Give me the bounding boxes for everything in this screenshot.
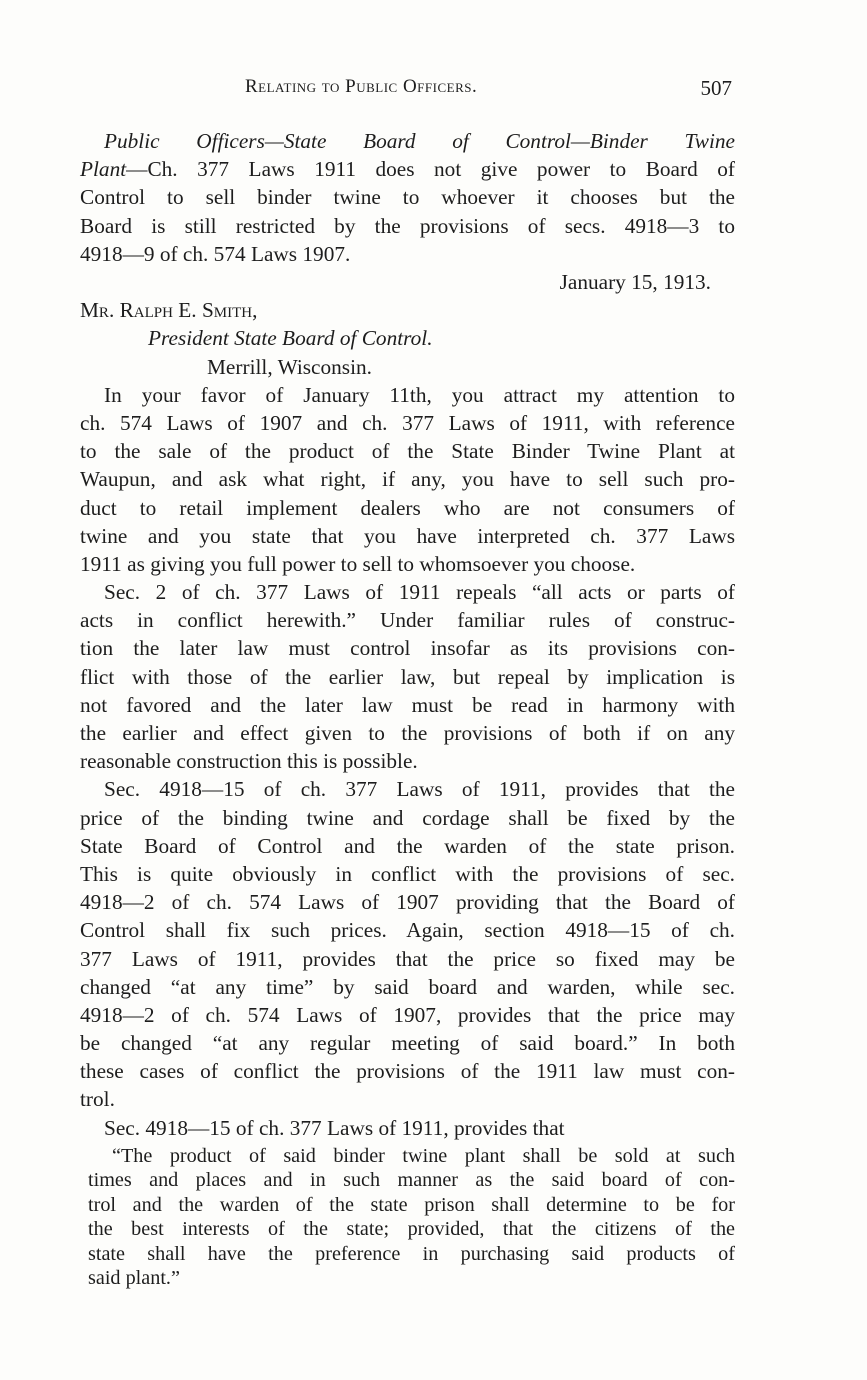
text-line: In your favor of January 11th, you attract my attention to [104, 382, 735, 407]
headnote-line: 4918—9 of ch. 574 Laws 1907. [80, 241, 351, 266]
text-line: acts in conflict herewith.” Under familiar rules of construc- [80, 608, 735, 633]
text-line: flict with those of the earlier law, but repeal by implication is [80, 664, 735, 689]
headnote [80, 127, 735, 268]
text-line: 1911 as giving you full power to sell to whomsoever you choose. [80, 551, 636, 576]
quote-line: trol and the warden of the state prison shall determine to be for [88, 1193, 735, 1216]
text-line: This is quite obviously in conflict with the provisions of sec. [80, 861, 735, 886]
text-line: Sec. 4918—15 of ch. 377 Laws of 1911, provides that [104, 1115, 565, 1140]
page-body [80, 127, 735, 1291]
address-block [80, 296, 735, 381]
text-line: tion the later law must control insofar as its provisions con- [80, 636, 735, 661]
paragraph-2 [80, 578, 735, 775]
paragraph-1 [80, 381, 735, 578]
quote-line: “The product of said binder twine plant shall be sold at such [112, 1144, 735, 1167]
letter-date: January 15, 1913. [559, 269, 711, 294]
headnote-line: Board is still restricted by the provisions of secs. 4918—3 to [80, 213, 735, 238]
statute-quote [80, 1144, 735, 1291]
page-number: 507 [700, 76, 732, 100]
text-line: Waupun, and ask what right, if any, you have to sell such pro- [80, 467, 735, 492]
page-header [80, 76, 732, 106]
text-line: be changed “at any regular meeting of said board.” In both [80, 1031, 735, 1056]
quote-line: state shall have the preference in purchasing said products of [88, 1242, 735, 1265]
text-line: 4918—2 of ch. 574 Laws of 1907 providing that the Board of [80, 890, 735, 915]
text-line: to the sale of the product of the State Binder Twine Plant at [80, 439, 735, 464]
text-line: the earlier and effect given to the provisions of both if on any [80, 721, 735, 745]
quote-line: the best interests of the state; provided, that the citizens of the [88, 1218, 735, 1241]
text-line: duct to retail implement dealers who are not consumers of [80, 495, 735, 520]
text-line: Control shall fix such prices. Again, section 4918—15 of ch. [80, 918, 735, 943]
text-line: not favored and the later law must be read in harmony with [80, 692, 735, 717]
text-line: 4918—2 of ch. 574 Laws of 1907, provides that the price may [80, 1002, 735, 1027]
quote-line: times and places and in such manner as the said board of con- [88, 1169, 735, 1192]
text-line: changed “at any time” by said board and warden, while sec. [80, 974, 735, 999]
quote-line: said plant.” [88, 1267, 180, 1290]
text-line: these cases of conflict the provisions of the 1911 law must con- [80, 1059, 735, 1084]
headnote-line: Control to sell binder twine to whoever it chooses but the [80, 185, 735, 210]
addressee-name: Mr. Ralph E. Smith, [80, 298, 258, 323]
text-line: reasonable construction this is possible. [80, 749, 418, 774]
text-line: trol. [80, 1087, 115, 1112]
headnote-line: Public Officers—State Board of Control—Binder Twine [104, 129, 735, 153]
paragraph-4 [80, 1114, 735, 1142]
text-line: State Board of Control and the warden of the state prison. [80, 833, 735, 858]
paragraph-3 [80, 775, 735, 1113]
running-head: Relating to Public Officers. [245, 76, 478, 97]
text-line: twine and you state that you have interpreted ch. 377 Laws [80, 523, 735, 548]
text-line: ch. 574 Laws of 1907 and ch. 377 Laws of 1911, with reference [80, 410, 735, 435]
text-line: Sec. 2 of ch. 377 Laws of 1911 repeals “all acts or parts of [104, 580, 735, 605]
text-line: price of the binding twine and cordage shall be fixed by the [80, 805, 735, 830]
headnote-line: Plant—Ch. 377 Laws 1911 does not give power to Board of [80, 157, 735, 182]
text-line: Sec. 4918—15 of ch. 377 Laws of 1911, provides that the [104, 777, 735, 802]
addressee-title: President State Board of Control. [148, 326, 433, 351]
text-line: 377 Laws of 1911, provides that the price so fixed may be [80, 946, 735, 971]
addressee-city: Merrill, Wisconsin. [207, 354, 372, 379]
